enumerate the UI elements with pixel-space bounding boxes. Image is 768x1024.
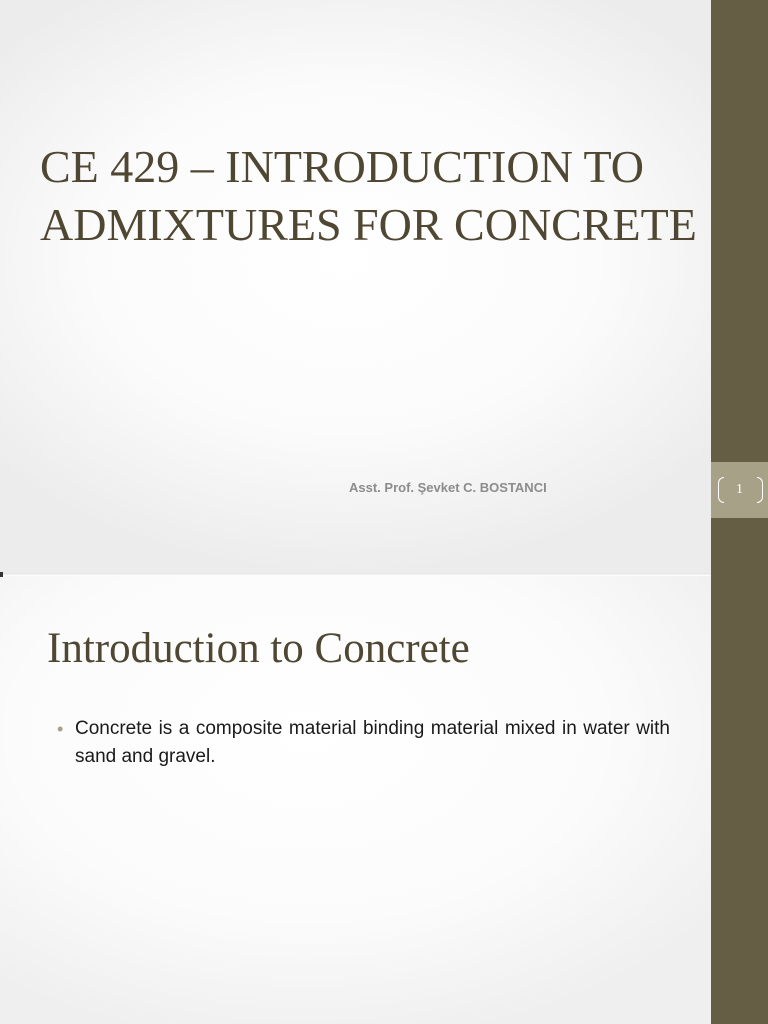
slide-separator-mark [0,572,3,577]
bullet-list [57,715,670,771]
slide-2 [0,575,768,1024]
page-number-badge [711,462,768,518]
slide-2-heading: Introduction to Concrete [47,625,470,672]
author-name: Asst. Prof. Şevket C. BOSTANCI [349,480,547,495]
right-bracket-icon [757,477,763,503]
bullet-text: Concrete is a composite material binding material mixed in water with sand and gravel. [75,718,670,767]
bullet-dot-icon: • [57,719,64,739]
slide-separator [0,573,711,576]
page-number: 1 [736,482,743,497]
slide-1-title [40,138,700,254]
title-line-2: ADMIXTURES FOR CONCRETE [40,199,697,250]
title-line-1: CE 429 – INTRODUCTION TO [40,141,644,192]
bullet-item [57,715,670,771]
